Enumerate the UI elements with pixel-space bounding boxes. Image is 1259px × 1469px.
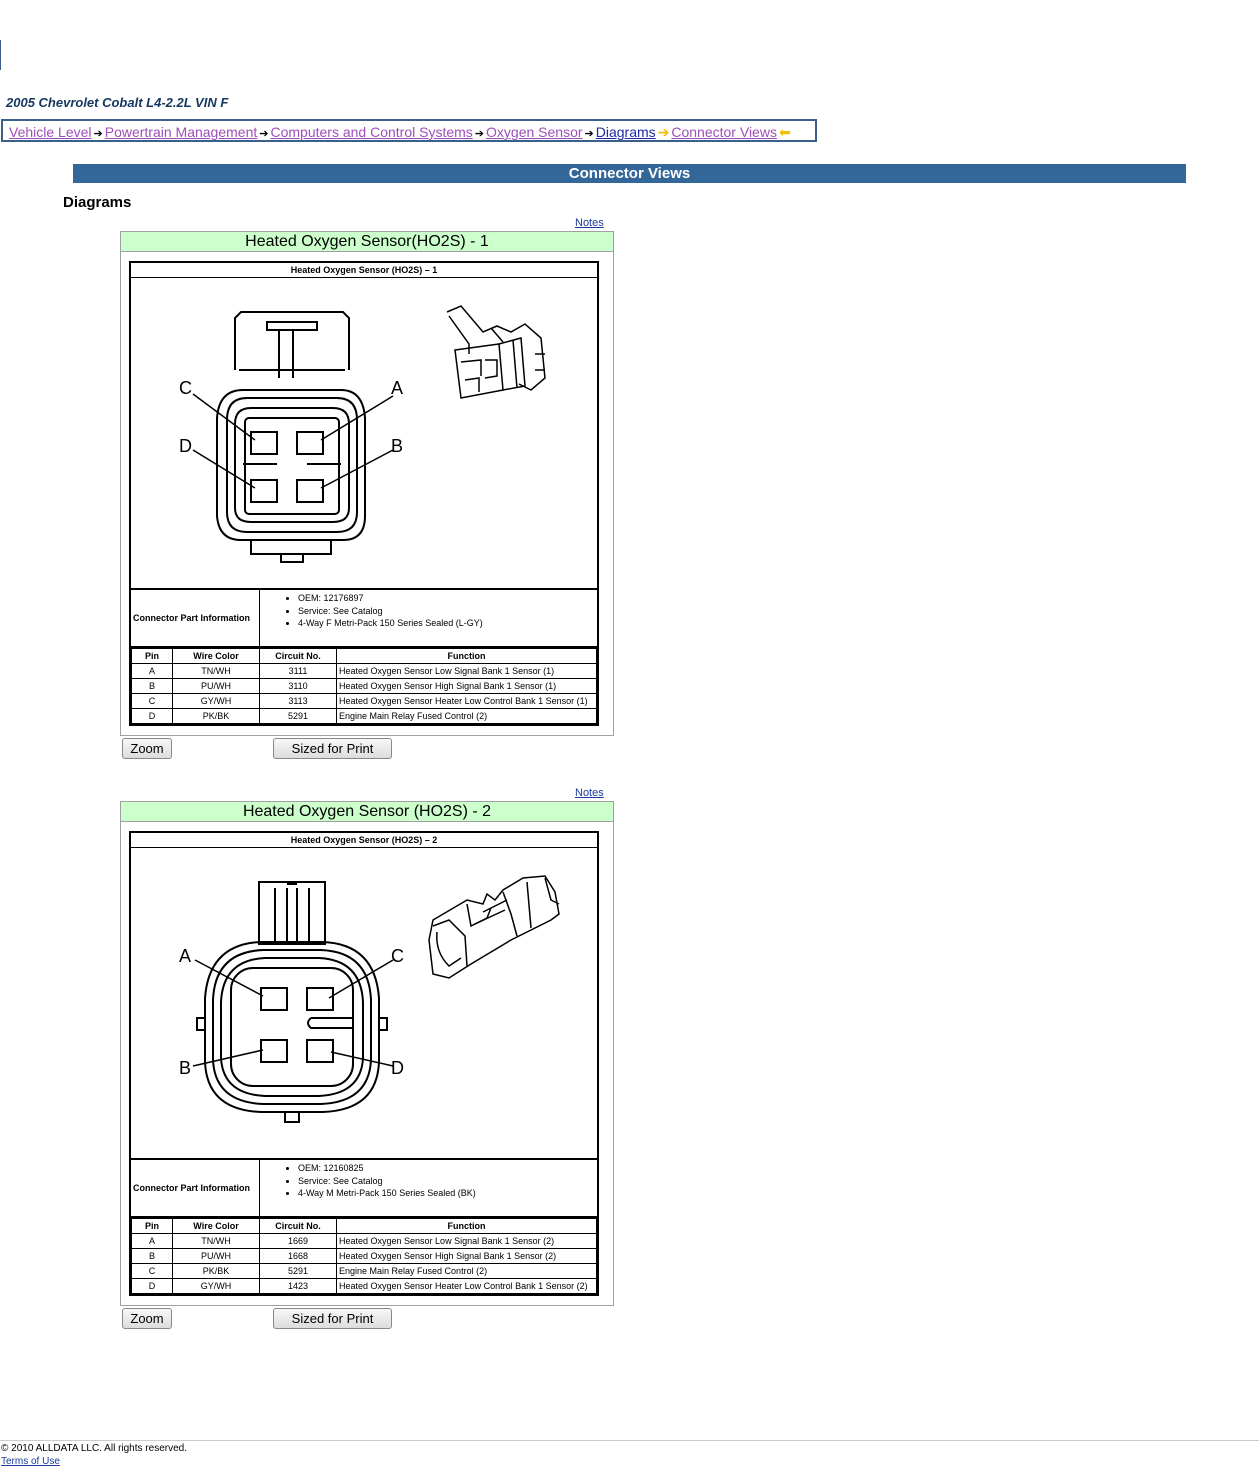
part-info-2: [131, 1160, 597, 1218]
pin-callout-c-2: C: [391, 946, 404, 966]
breadcrumb-computers[interactable]: Computers and Control Systems: [270, 124, 473, 140]
pin-callout-d-1: D: [179, 436, 192, 456]
col-pin: Pin: [132, 1219, 173, 1234]
arrow-right-gold-icon: ➔: [657, 124, 670, 140]
diagram-title-2: Heated Oxygen Sensor (HO2S) – 2: [131, 833, 597, 848]
section-subtitle: Diagrams: [63, 194, 132, 211]
cell-pin: A: [132, 664, 173, 679]
cell-function: Heated Oxygen Sensor Low Signal Bank 1 Sensor (1): [337, 664, 597, 679]
zoom-button-2[interactable]: Zoom: [122, 1308, 172, 1329]
col-function: Function: [337, 1219, 597, 1234]
breadcrumb-vehicle-level[interactable]: Vehicle Level: [9, 124, 92, 140]
cell-pin: C: [132, 1264, 173, 1279]
cell-wire-color: PK/BK: [173, 1264, 260, 1279]
col-function: Function: [337, 649, 597, 664]
table-row: [132, 709, 597, 724]
vehicle-title: 2005 Chevrolet Cobalt L4-2.2L VIN F: [6, 95, 229, 110]
connector-isometric-1: [447, 306, 545, 398]
cell-pin: D: [132, 709, 173, 724]
left-accent-rule: [0, 40, 1, 70]
section-title-bar: Connector Views: [73, 164, 1186, 183]
cell-wire-color: TN/WH: [173, 1234, 260, 1249]
cell-circuit: 5291: [260, 1264, 337, 1279]
table-row: [132, 1249, 597, 1264]
notes-link-1[interactable]: Notes: [575, 217, 604, 229]
col-wire-color: Wire Color: [173, 1219, 260, 1234]
connector-title-1: Heated Oxygen Sensor(HO2S) - 1: [121, 232, 613, 252]
connector-sheet-2: [129, 831, 599, 1296]
part-info-service-2: • Service: See Catalog: [298, 1175, 476, 1188]
pin-callout-a-1: A: [391, 378, 404, 398]
cell-function: Engine Main Relay Fused Control (2): [337, 1264, 597, 1279]
notes-link-2[interactable]: Notes: [575, 787, 604, 799]
arrow-right-icon: ➔: [93, 128, 103, 140]
sized-for-print-button-2[interactable]: Sized for Print: [273, 1308, 392, 1329]
connector-isometric-2: [429, 876, 559, 978]
cell-wire-color: GY/WH: [173, 1279, 260, 1294]
copyright-text: © 2010 ALLDATA LLC. All rights reserved.: [1, 1443, 187, 1454]
cell-circuit: 1669: [260, 1234, 337, 1249]
cell-function: Heated Oxygen Sensor Low Signal Bank 1 Sensor (2): [337, 1234, 597, 1249]
col-circuit: Circuit No.: [260, 649, 337, 664]
part-info-oem-2: • OEM: 12160825: [298, 1162, 476, 1175]
zoom-button-1[interactable]: Zoom: [122, 738, 172, 759]
connector-panel-1: [120, 231, 614, 736]
cell-function: Heated Oxygen Sensor Heater Low Control Bank 1 Sensor (1): [337, 694, 597, 709]
cell-pin: B: [132, 1249, 173, 1264]
connector-diagram-2: [131, 848, 597, 1160]
terms-of-use-link[interactable]: Terms of Use: [1, 1456, 60, 1467]
cell-wire-color: PU/WH: [173, 679, 260, 694]
cell-function: Heated Oxygen Sensor High Signal Bank 1 Sensor (2): [337, 1249, 597, 1264]
cell-function: Heated Oxygen Sensor High Signal Bank 1 Sensor (1): [337, 679, 597, 694]
table-row: [132, 664, 597, 679]
pin-table-2: [131, 1218, 597, 1294]
pin-callout-d-2: D: [391, 1058, 404, 1078]
part-info-1: [131, 590, 597, 648]
cell-circuit: 3111: [260, 664, 337, 679]
part-info-type-1: • 4-Way F Metri-Pack 150 Series Sealed (L-GY): [298, 617, 483, 630]
pin-table-1: [131, 648, 597, 724]
cell-pin: C: [132, 694, 173, 709]
connector-sheet-1: [129, 261, 599, 726]
cell-circuit: 3110: [260, 679, 337, 694]
col-wire-color: Wire Color: [173, 649, 260, 664]
table-header-row: [132, 649, 597, 664]
arrow-right-icon: ➔: [259, 128, 269, 140]
arrow-right-icon: ➔: [584, 128, 594, 140]
breadcrumb-diagrams[interactable]: Diagrams: [595, 124, 656, 140]
cell-wire-color: PK/BK: [173, 709, 260, 724]
part-info-label-1: Connector Part Information: [131, 590, 260, 646]
breadcrumb-connector-views[interactable]: Connector Views: [671, 124, 777, 140]
pin-callout-c-1: C: [179, 378, 192, 398]
col-pin: Pin: [132, 649, 173, 664]
cell-circuit: 1423: [260, 1279, 337, 1294]
diagram-title-1: Heated Oxygen Sensor (HO2S) – 1: [131, 263, 597, 278]
part-info-service-1: • Service: See Catalog: [298, 605, 483, 618]
arrow-right-icon: ➔: [474, 128, 485, 140]
cell-function: Engine Main Relay Fused Control (2): [337, 709, 597, 724]
cell-circuit: 3113: [260, 694, 337, 709]
cell-pin: A: [132, 1234, 173, 1249]
connector-title-2: Heated Oxygen Sensor (HO2S) - 2: [121, 802, 613, 822]
cell-circuit: 1668: [260, 1249, 337, 1264]
cell-circuit: 5291: [260, 709, 337, 724]
cell-pin: B: [132, 679, 173, 694]
pin-callout-b-1: B: [391, 436, 404, 456]
connector-diagram-1: [131, 278, 597, 590]
table-row: [132, 1279, 597, 1294]
breadcrumb-oxygen-sensor[interactable]: Oxygen Sensor: [486, 124, 583, 140]
col-circuit: Circuit No.: [260, 1219, 337, 1234]
table-header-row: [132, 1219, 597, 1234]
table-row: [132, 1234, 597, 1249]
part-info-label-2: Connector Part Information: [131, 1160, 260, 1216]
arrow-left-gold-icon: ⬅: [778, 124, 791, 140]
cell-function: Heated Oxygen Sensor Heater Low Control Bank 1 Sensor (2): [337, 1279, 597, 1294]
cell-wire-color: PU/WH: [173, 1249, 260, 1264]
pin-callout-a-2: A: [179, 946, 192, 966]
table-row: [132, 694, 597, 709]
breadcrumb-powertrain[interactable]: Powertrain Management: [104, 124, 258, 140]
connector-face-drawing-1: [131, 278, 597, 588]
pin-callout-b-2: B: [179, 1058, 192, 1078]
part-info-oem-1: • OEM: 12176897: [298, 592, 483, 605]
footer-divider: [0, 1440, 1259, 1441]
table-row: [132, 679, 597, 694]
cell-wire-color: TN/WH: [173, 664, 260, 679]
breadcrumb: [1, 119, 817, 142]
part-info-type-2: • 4-Way M Metri-Pack 150 Series Sealed (BK): [298, 1187, 476, 1200]
cell-wire-color: GY/WH: [173, 694, 260, 709]
connector-face-drawing-2: [131, 848, 597, 1158]
cell-pin: D: [132, 1279, 173, 1294]
connector-panel-2: [120, 801, 614, 1306]
sized-for-print-button-1[interactable]: Sized for Print: [273, 738, 392, 759]
table-row: [132, 1264, 597, 1279]
